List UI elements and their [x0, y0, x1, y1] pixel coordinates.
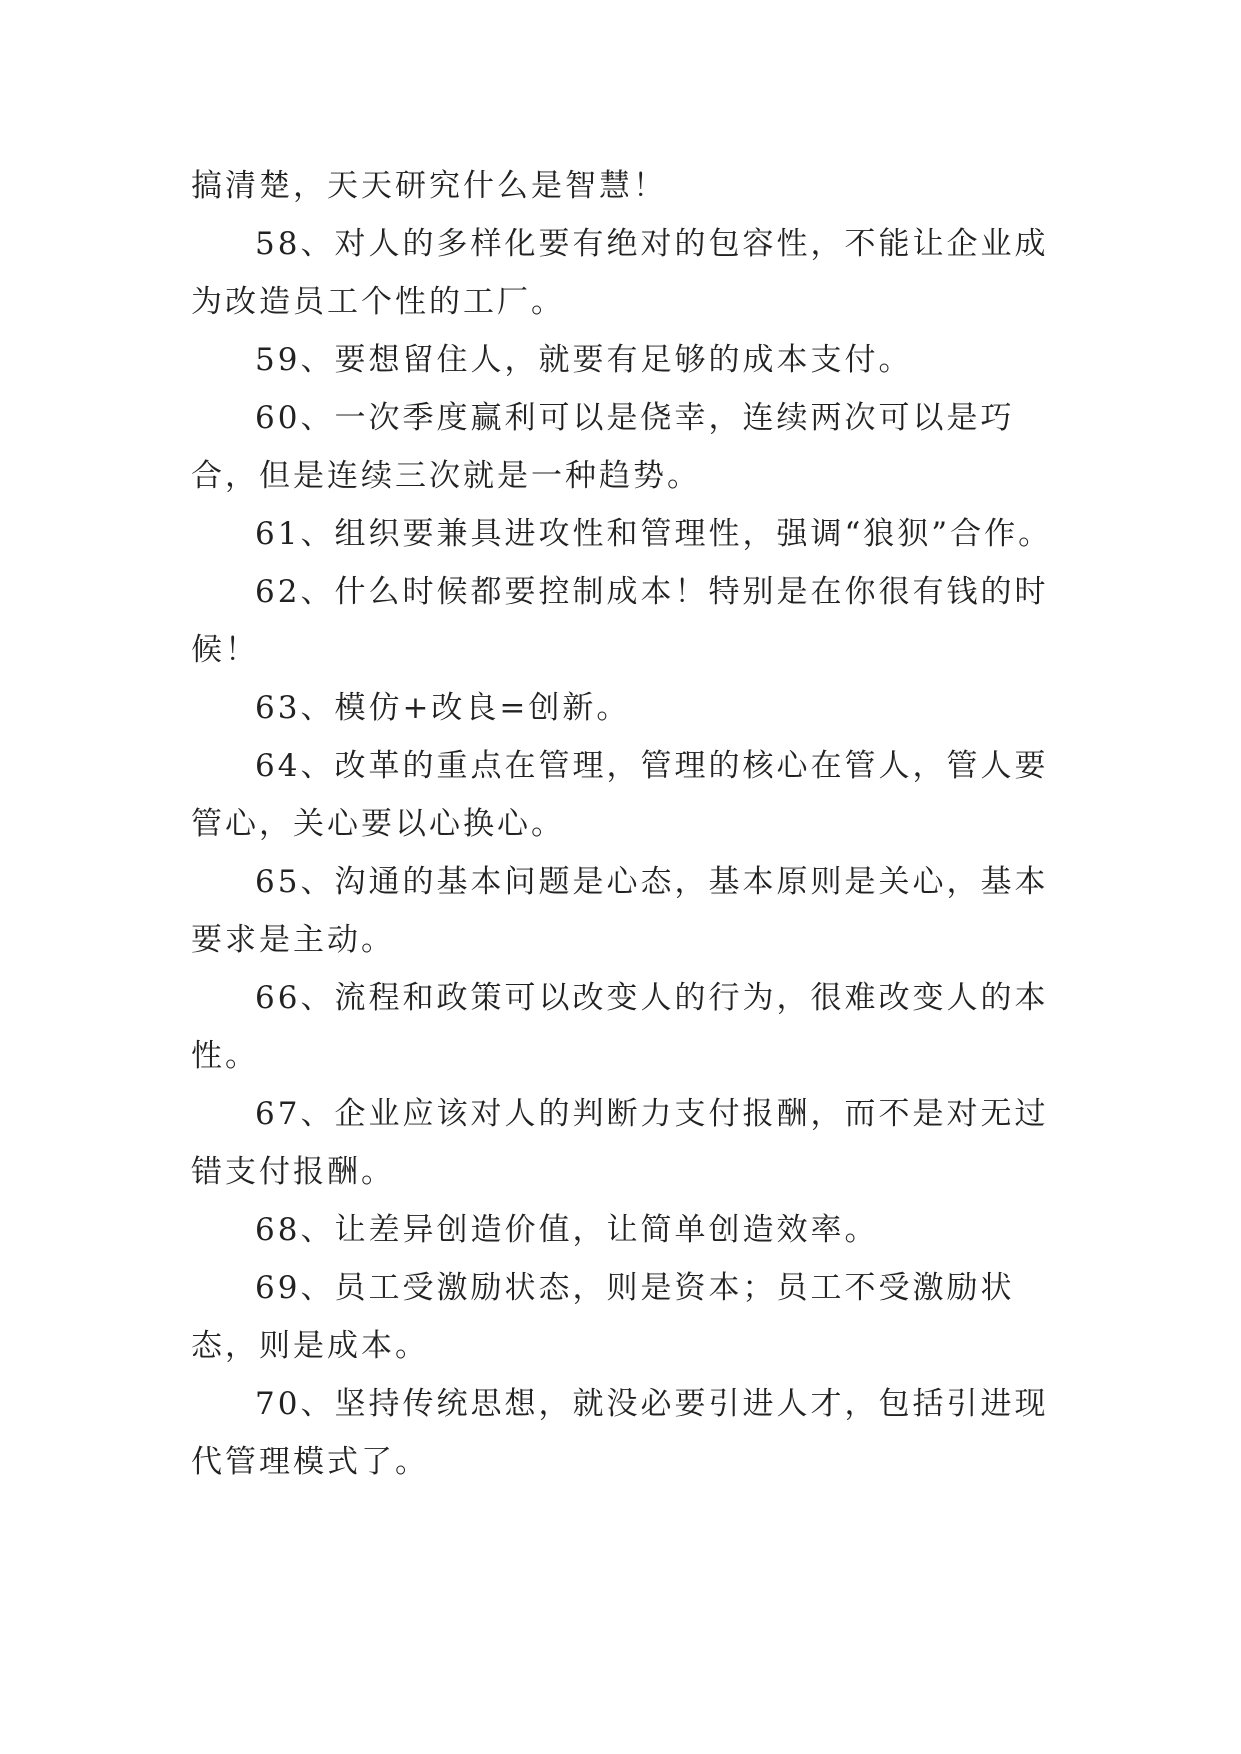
paragraph-continuation: 搞清楚，天天研究什么是智慧！ [191, 168, 667, 204]
quote-62: 62、什么时候都要控制成本！特别是在你很有钱的时候！ [191, 574, 1049, 668]
quote-69: 69、员工受激励状态，则是资本；员工不受激励状态，则是成本。 [191, 1270, 1015, 1364]
quote-64: 64、改革的重点在管理，管理的核心在管人，管人要管心，关心要以心换心。 [191, 748, 1049, 842]
quote-68: 68、让差异创造价值，让简单创造效率。 [255, 1212, 879, 1248]
quote-61: 61、组织要兼具进攻性和管理性，强调“狼狈”合作。 [255, 516, 1053, 552]
quote-66: 66、流程和政策可以改变人的行为，很难改变人的本性。 [191, 980, 1049, 1074]
quote-58: 58、对人的多样化要有绝对的包容性，不能让企业成为改造员工个性的工厂。 [191, 226, 1049, 320]
quote-63: 63、模仿+改良=创新。 [255, 690, 631, 726]
quote-70: 70、坚持传统思想，就没必要引进人才，包括引进现代管理模式了。 [191, 1386, 1049, 1480]
document-body [191, 157, 1071, 1491]
quote-60: 60、一次季度赢利可以是侥幸，连续两次可以是巧合，但是连续三次就是一种趋势。 [191, 400, 1015, 494]
quote-67: 67、企业应该对人的判断力支付报酬，而不是对无过错支付报酬。 [191, 1096, 1049, 1190]
quote-65: 65、沟通的基本问题是心态，基本原则是关心，基本要求是主动。 [191, 864, 1049, 958]
quote-59: 59、要想留住人，就要有足够的成本支付。 [255, 342, 913, 378]
